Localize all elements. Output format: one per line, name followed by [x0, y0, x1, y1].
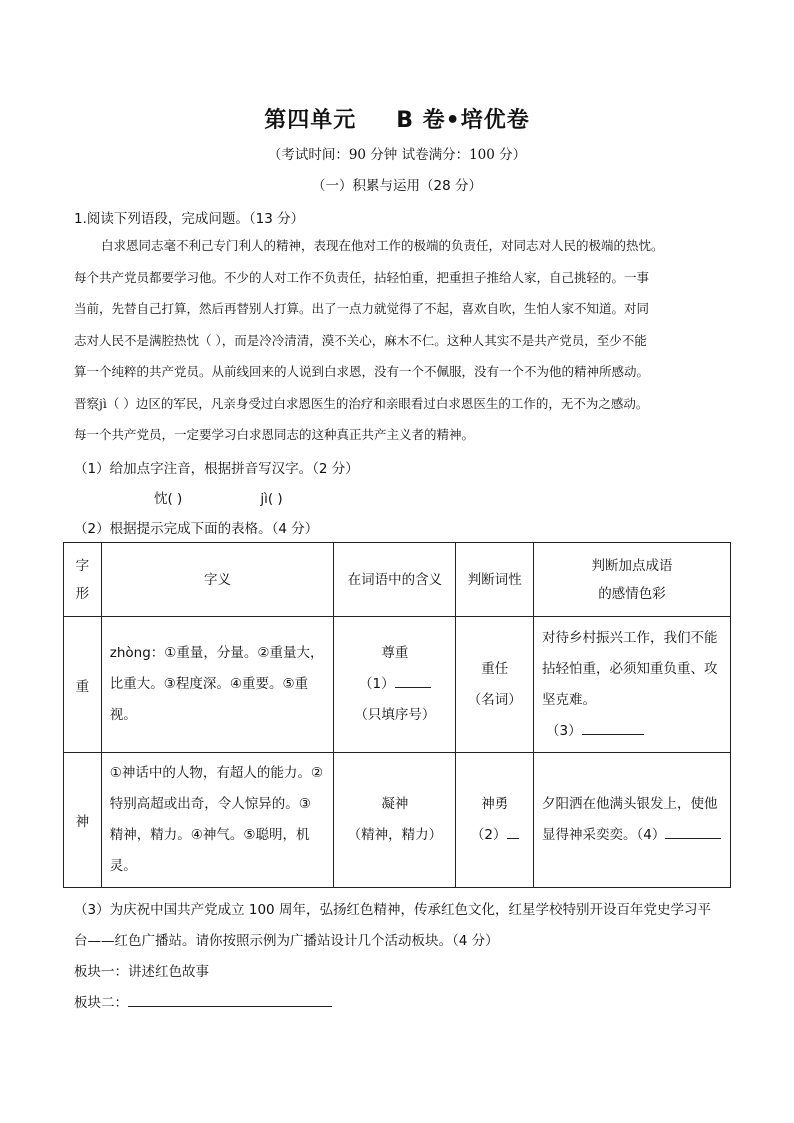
- blank-2-line[interactable]: [507, 824, 519, 839]
- blank-1-line[interactable]: [395, 673, 431, 688]
- header-meaning: 字义: [101, 543, 333, 617]
- row-pos: 重任 （名词）: [456, 617, 534, 753]
- block-two: 板块二：: [74, 991, 332, 1011]
- passage-line: 每一个共产党员，一定要学习白求恩同志的这种真正共产主义者的精神。: [74, 427, 475, 442]
- row-pos: 神勇 （2）: [456, 753, 534, 888]
- table-row: [64, 753, 731, 888]
- sub-question-2: （2）根据提示完成下面的表格。（4 分）: [74, 521, 319, 537]
- row-char: 重: [64, 617, 102, 753]
- question-1-heading: 1.阅读下列语段，完成问题。（13 分）: [74, 211, 305, 227]
- blank-3-line[interactable]: [582, 720, 644, 735]
- header-char: 字 形: [64, 543, 102, 617]
- block-two-answer-line[interactable]: [128, 992, 332, 1007]
- header-context: 在词语中的含义: [334, 543, 456, 617]
- blank-1-label: （1）: [359, 676, 395, 692]
- table-row: [64, 617, 731, 753]
- passage-line: 白求恩同志毫不利己专门利人的精神，表现在他对工作的极端的负责任，对同志对人民的极端的热忱。: [101, 238, 664, 253]
- exam-info: （考试时间：90 分钟 试卷满分：100 分）: [267, 147, 527, 163]
- reading-passage: [74, 230, 734, 451]
- answer-blank-chen[interactable]: 忱( ): [154, 491, 183, 507]
- title-paper: B 卷•培优卷: [396, 108, 530, 133]
- table-header-row: [64, 543, 731, 617]
- row-context: 尊重 （1） （只填序号）: [334, 617, 456, 753]
- sub-question-3-line-2: 台——红色广播站。请你按照示例为广播站设计几个活动板块。（4 分）: [74, 933, 499, 949]
- row-meaning: ①神话中的人物，有超人的能力。② 特别高超或出奇，令人惊异的。③ 精神，精力。④神气。⑤聪明，机 灵。: [101, 753, 333, 888]
- sub-question-3-line-1: （3）为庆祝中国共产党成立 100 周年，弘扬红色精神，传承红色文化，红星学校特别开设百年党史学习平: [74, 902, 711, 918]
- passage-line: 每个共产党员都要学习他。不少的人对工作不负责任，拈轻怕重，把重担子推给人家，自己挑轻的。一事: [74, 269, 650, 285]
- section-heading: （一）积累与运用（28 分）: [312, 178, 482, 194]
- header-emotion: 判断加点成语 的感情色彩: [534, 543, 731, 617]
- row-char: 神: [64, 753, 102, 888]
- blank-3-label: （3）: [546, 722, 582, 739]
- block-one: 板块一：讲述红色故事: [74, 964, 209, 980]
- character-table: [63, 542, 731, 888]
- page-title: [0, 103, 794, 134]
- title-unit: 第四单元: [264, 108, 357, 133]
- passage-line: 志对人民不是满腔热忱（ ），而是冷冷清清，漠不关心，麻木不仁。这种人其实不是共产党员，至少不能: [74, 332, 647, 348]
- passage-line: 算一个纯粹的共产党员。从前线回来的人说到白求恩，没有一个不佩服，没有一个不为他的精神所感动。: [74, 364, 650, 379]
- blank-2-label: （2）: [470, 827, 507, 843]
- row-meaning: zhòng：①重量，分量。②重量大， 比重大。③程度深。④重要。⑤重 视。: [101, 617, 333, 753]
- passage-line: 晋察jì（ ）边区的军民，凡亲身受过白求恩医生的治疗和亲眼看过白求恩医生的工作的，无不为之感动。: [74, 395, 649, 411]
- row-emotion: 夕阳洒在他满头银发上，使他 显得神采奕奕。（4）: [534, 753, 731, 888]
- sub-question-1: （1）给加点字注音，根据拼音写汉字。（2 分）: [74, 461, 359, 477]
- row-emotion: 对待乡村振兴工作，我们不能 拈轻怕重，必须知重负重、攻 坚克难。 （3）: [534, 617, 731, 753]
- blank-4-line[interactable]: [665, 824, 721, 839]
- passage-line: 当前，先替自己打算，然后再替别人打算。出了一点力就觉得了不起，喜欢自吹，生怕人家不知道。对同: [74, 301, 650, 316]
- pinyin-answers: [154, 487, 283, 507]
- row-context: 凝神 （精神，精力）: [334, 753, 456, 888]
- answer-blank-ji[interactable]: jì( ): [260, 491, 283, 507]
- header-pos: 判断词性: [456, 543, 534, 617]
